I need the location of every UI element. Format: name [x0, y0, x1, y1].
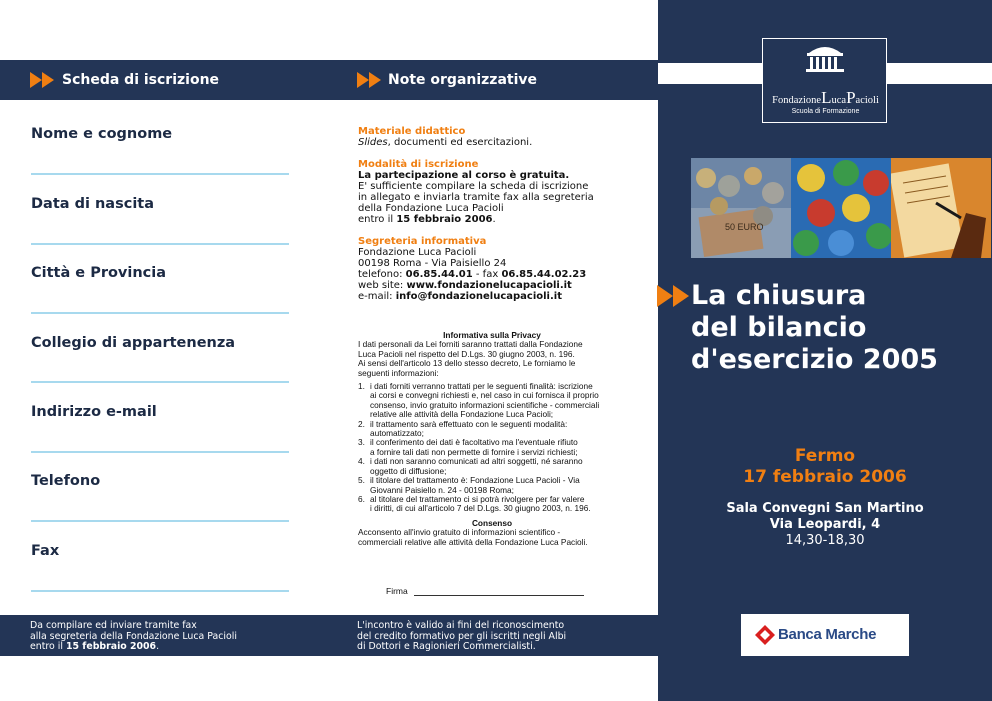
money-photo [691, 158, 791, 258]
title-line: La chiusura [691, 280, 867, 311]
logo-wordmark: FondazioneLucaPacioli [772, 88, 879, 107]
privacy-intro-line: I dati personali da Lei forniti saranno trattati dalla Fondazione [358, 339, 583, 350]
segreteria-title: Segreteria informativa [358, 236, 487, 247]
puzzle-photo [791, 158, 891, 258]
event-date: 17 febbraio 2006 [743, 467, 907, 487]
materiale-title: Materiale didattico [358, 126, 466, 137]
notes-body [358, 126, 638, 302]
field-line-city[interactable] [31, 312, 289, 314]
consenso-title: Consenso [471, 517, 513, 528]
notes-footer-line: di Dottori e Ragionieri Commercialisti. [357, 641, 536, 652]
email-link[interactable]: info@fondazionelucapacioli.it [395, 291, 562, 302]
cover-photo-strip [691, 158, 991, 258]
field-label-email: Indirizzo e-mail [31, 404, 157, 420]
form-header-title: Scheda di iscrizione [62, 72, 220, 88]
segreteria-email: e-mail: info@fondazionelucapacioli.it [358, 291, 562, 302]
privacy-item: 2. il trattamento sarà effettuato con le seguenti modalità: automatizzato; [358, 418, 568, 439]
signature-line[interactable] [414, 595, 584, 596]
field-label-phone: Telefono [31, 473, 101, 489]
temple-icon [803, 43, 847, 75]
privacy-item: 1. i dati forniti verranno trattati per le seguenti finalità: iscrizione ai corsi e convegni richiesti e, nel caso in cui fornisca il proprio consenso, invio gratuito informazioni scientifiche - commerciali relative alle attività della Fondazione Luca Pacioli; [358, 381, 600, 420]
svg-text:50 EURO: 50 EURO [725, 222, 764, 232]
field-label-birthdate: Data di nascita [31, 196, 155, 212]
field-line-phone[interactable] [31, 520, 289, 522]
sponsor-name: Banca Marche [778, 626, 877, 643]
double-arrow-icon [30, 72, 56, 88]
field-line-college[interactable] [31, 381, 289, 383]
field-label-city: Città e Provincia [31, 265, 167, 281]
privacy-intro-line: seguenti informazioni: [358, 367, 439, 378]
notes-footer-line: L'incontro è valido ai fini del riconoscimento [357, 620, 565, 631]
form-footer [0, 615, 330, 656]
field-line-name[interactable] [31, 173, 289, 175]
modalita-title: Modalità di iscrizione [358, 159, 479, 170]
modalita-bold: La partecipazione al corso è gratuita. [358, 170, 570, 181]
website-link[interactable]: www.fondazionelucapacioli.it [406, 280, 572, 291]
privacy-list [358, 382, 626, 514]
field-line-email[interactable] [31, 451, 289, 453]
modalita-line: entro il 15 febbraio 2006. [358, 214, 496, 225]
title-line: del bilancio [691, 312, 867, 343]
field-label-fax: Fax [31, 543, 60, 559]
privacy-intro-line: Luca Pacioli nel rispetto del D.Lgs. 30 giugno 2003, n. 196. [358, 348, 575, 359]
segreteria-phone: telefono: 06.85.44.01 - fax 06.85.44.02.23 [358, 269, 587, 280]
consenso-line: commerciali relative alle attività della Fondazione Luca Pacioli. [358, 536, 588, 547]
event-city: Fermo [794, 446, 856, 466]
sponsor-box [741, 614, 909, 656]
logo-subtitle: Scuola di Formazione [791, 108, 860, 115]
signature-row [386, 586, 584, 596]
privacy-intro-line: Ai sensi dell'articolo 13 dello stesso decreto, Le forniamo le [358, 358, 576, 369]
field-line-birthdate[interactable] [31, 243, 289, 245]
consenso-line: Acconsento all'invio gratuito di informazioni scientifico - [358, 527, 561, 538]
foundation-logo [762, 38, 887, 123]
title-arrow-icon [657, 285, 691, 307]
cover-title [691, 280, 986, 376]
form-footer-line: entro il 15 febbraio 2006. [30, 641, 160, 652]
privacy-item: 5. il titolare del trattamento è: Fondazione Luca Pacioli - Via Giovanni Paisiello n. 24 - 00198 Roma; [358, 475, 580, 495]
privacy-notice [358, 331, 626, 547]
form-footer-line: Da compilare ed inviare tramite fax [30, 620, 197, 631]
privacy-item: 6. al titolare del trattamento ci si potrà rivolgere per far valere i diritti, di cui all'articolo 7 del D.Lgs. 30 giugno 2003, n. 196. [358, 493, 591, 514]
privacy-item: 4. i dati non saranno comunicati ad altri soggetti, né saranno oggetto di diffusione; [358, 456, 583, 476]
double-arrow-icon [357, 72, 383, 88]
notes-footer [330, 615, 658, 656]
privacy-item: 3. il conferimento dei dati è facoltativo ma l'eventuale rifiuto a fornire tali dati non permette di fornire i servizi richiesti; [358, 437, 578, 457]
materiale-text: Slides, documenti ed esercitazioni. [358, 137, 533, 148]
event-address: Via Leopardi, 4 [769, 517, 881, 532]
segreteria-web: web site: www.fondazionelucapacioli.it [358, 280, 572, 291]
event-date-block [658, 446, 992, 488]
notes-header-title: Note organizzative [388, 72, 538, 88]
event-time: 14,30-18,30 [785, 533, 865, 548]
field-line-fax[interactable] [31, 590, 289, 592]
form-footer-line: alla segreteria della Fondazione Luca Pacioli [30, 630, 237, 642]
banca-marche-logo-icon [755, 625, 775, 645]
event-venue: Sala Convegni San Martino [726, 501, 924, 516]
firma-label: Firma [386, 586, 408, 596]
privacy-title: Informativa sulla Privacy [443, 330, 541, 340]
field-label-name: Nome e cognome [31, 126, 173, 142]
notes-header-bar [330, 60, 658, 100]
segreteria-line: Fondazione Luca Pacioli [358, 247, 477, 258]
title-line: d'esercizio 2005 [691, 344, 938, 375]
event-venue-block [658, 501, 992, 549]
form-header-bar [0, 60, 330, 100]
field-label-college: Collegio di appartenenza [31, 335, 236, 351]
writing-photo [891, 158, 991, 258]
modalita-line: E' sufficiente compilare la scheda di iscrizione [358, 181, 589, 192]
modalita-line: della Fondazione Luca Pacioli [358, 203, 504, 214]
notes-footer-line: del credito formativo per gli iscritti negli Albi [357, 630, 567, 642]
segreteria-line: 00198 Roma - Via Paisiello 24 [358, 258, 507, 269]
modalita-line: in allegato e inviarla tramite fax alla segreteria [358, 192, 594, 203]
